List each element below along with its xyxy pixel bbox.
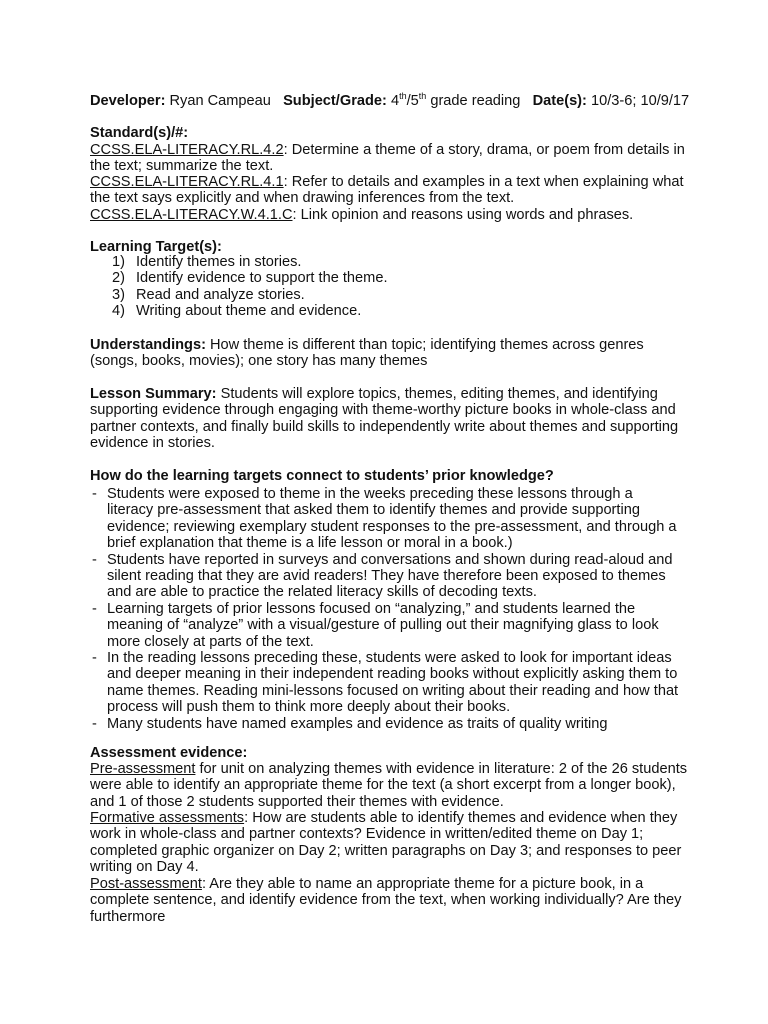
list-item <box>90 254 650 270</box>
item-number: 4) <box>112 303 125 320</box>
standard-code-link[interactable]: CCSS.ELA-LITERACY.RL.4.2 <box>90 142 284 158</box>
lesson-summary-paragraph <box>90 386 690 452</box>
standard-item <box>90 142 690 175</box>
subject-label: Subject/Grade: <box>283 93 387 109</box>
grade-b-sup: th <box>418 91 427 102</box>
formative-link[interactable]: Formative assessments <box>90 810 245 826</box>
item-text: Read and analyze stories. <box>136 286 305 303</box>
standards-heading: Standard(s)/#: <box>90 125 189 141</box>
formative-paragraph <box>90 810 690 876</box>
standard-text: : Determine a theme of a story, drama, or poem from details in the text; summarize the text. <box>90 142 685 175</box>
item-text: Identify evidence to support the theme. <box>136 270 388 287</box>
list-item <box>90 303 650 319</box>
header-line <box>90 93 690 109</box>
formative-text: : How are students able to identify themes and evidence when they work in whole-class and partner contexts? Evidence in written/edited theme on Day 1; completed graphic organizer on Day 2; written paragraphs on Day 3; and responses to peer writing on Day 4. <box>90 810 682 876</box>
standard-code-link[interactable]: CCSS.ELA-LITERACY.RL.4.1 <box>90 174 284 190</box>
post-assessment-text: : Are they able to name an appropriate theme for a picture book, in a complete sentence, and identify evidence from the text, when working individually? Are they furthermore <box>90 876 682 925</box>
item-text: Students have reported in surveys and conversations and shown during read-aloud and silent reading that they are avid readers! They have therefore been exposed to themes and are able to practice the related literacy skills of decoding texts. <box>107 551 673 601</box>
grade-sep: /5 <box>406 93 419 109</box>
dates-label: Date(s): <box>532 93 587 109</box>
assessment-heading: Assessment evidence: <box>90 745 248 761</box>
learning-targets-list <box>90 254 650 320</box>
prior-knowledge-heading: How do the learning targets connect to students’ prior knowledge? <box>90 468 554 484</box>
list-item: - Students have reported in surveys and conversations and shown during read-aloud and silent reading that they are avid readers! They have therefore been exposed to themes and are able to practice the related literacy skills of decoding texts. <box>92 551 673 601</box>
item-text: Students were exposed to theme in the weeks preceding these lessons through a literacy pre-assessment that asked them to identify themes and provide supporting evidence; reviewing exemplary student responses to the pre-assessment, and through a brief explanation that theme is a life lesson or moral in a book.) <box>107 486 677 552</box>
grade-a-sup: th <box>399 91 407 102</box>
dates-value: 10/3-6; 10/9/17 <box>590 93 690 109</box>
item-number: 2) <box>112 270 125 287</box>
learning-targets-heading: Learning Target(s): <box>90 239 222 255</box>
item-text: Learning targets of prior lessons focused on “analyzing,” and students learned the meaning of “analyze” with a visual/gesture of pulling out their magnifying glass to look more closely at parts of the text. <box>107 600 659 650</box>
standard-item <box>90 207 690 223</box>
pre-assessment-link[interactable]: Pre-assessment <box>90 761 196 777</box>
pre-assessment-paragraph <box>90 761 690 810</box>
prior-knowledge-list <box>90 486 682 732</box>
developer-name: Ryan Campeau <box>169 93 271 109</box>
grade-a: 4 <box>390 93 400 109</box>
lesson-summary-text: Students will explore topics, themes, editing themes, and identifying supporting evidence through engaging with theme-worthy picture books in whole-class and partner contexts, and finally build skills to independently write about themes and supporting evidence in stories. <box>90 386 679 452</box>
item-text: Writing about theme and evidence. <box>136 303 362 320</box>
grade-rest: grade reading <box>426 93 521 109</box>
standard-item <box>90 174 690 207</box>
list-item: - In the reading lessons preceding these, students were asked to look for important ideas and deeper meaning in their independent reading books without explicitly asking them to name themes. Reading mini-lessons focused on writing about their reading and how that process will push them to think more deeply about their books. <box>92 650 679 716</box>
list-item <box>90 270 650 286</box>
item-text: In the reading lessons preceding these, students were asked to look for important ideas and deeper meaning in their independent reading books without explicitly asking them to name themes. Reading mini-lessons focused on writing about their reading and how that process will push them to think more deeply about their books. <box>107 650 679 716</box>
standard-text: : Refer to details and examples in a text when explaining what the text says explicitly and when drawing inferences from the text. <box>90 174 684 207</box>
understandings-label: Understandings: <box>90 337 206 353</box>
item-text: Identify themes in stories. <box>136 254 302 270</box>
post-assessment-link[interactable]: Post-assessment <box>90 876 202 892</box>
item-number: 1) <box>112 254 125 270</box>
list-item: - Many students have named examples and evidence as traits of quality writing <box>92 715 608 732</box>
item-text: Many students have named examples and evidence as traits of quality writing <box>107 715 608 732</box>
item-number: 3) <box>112 286 125 303</box>
standard-code-link[interactable]: CCSS.ELA-LITERACY.W.4.1.C <box>90 207 293 223</box>
understandings-paragraph <box>90 337 690 370</box>
pre-assessment-text: for unit on analyzing themes with evidence in literature: 2 of the 26 students were able to identify an appropriate theme for the text (a short excerpt from a longer book), and 1 of those 2 students supported their themes with evidence. <box>90 761 688 810</box>
developer-label: Developer: <box>90 93 166 109</box>
list-item: - Students were exposed to theme in the weeks preceding these lessons through a literacy pre-assessment that asked them to identify themes and provide supporting evidence; reviewing exemplary student responses to the pre-assessment, and through a brief explanation that theme is a life lesson or moral in a book.) <box>92 486 677 552</box>
lesson-summary-label: Lesson Summary: <box>90 386 217 402</box>
standard-text: : Link opinion and reasons using words and phrases. <box>292 207 634 223</box>
list-item <box>90 287 650 303</box>
post-assessment-paragraph <box>90 876 690 925</box>
understandings-text: How theme is different than topic; identifying themes across genres (songs, books, movies); one story has many themes <box>90 337 644 370</box>
list-item: - Learning targets of prior lessons focused on “analyzing,” and students learned the meaning of “analyze” with a visual/gesture of pulling out their magnifying glass to look more closely at parts of the text. <box>92 600 659 650</box>
